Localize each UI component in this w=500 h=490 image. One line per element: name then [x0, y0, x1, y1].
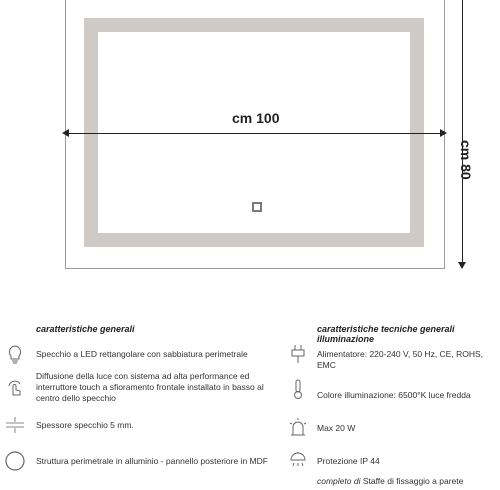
- technical-title: caratteristiche tecniche generali illuminazione: [317, 324, 455, 344]
- technical-item-4: Protezione IP 44: [317, 456, 380, 466]
- general-item-2: Diffusione della luce con sistema ad alta performance ed interruttore touch a sfioramento frontale installato in basso al centro dello specchio: [36, 371, 264, 403]
- height-dimension-line: [462, 0, 463, 268]
- general-title: caratteristiche generali: [36, 324, 135, 334]
- width-label: cm 100: [232, 110, 280, 126]
- footer-prefix: completo di: [317, 476, 361, 486]
- technical-item-2: Colore illuminazione: 6500°K luce fredda: [317, 390, 471, 400]
- plug-icon: [287, 343, 309, 365]
- general-item-1: Specchio a LED rettangolare con sabbiatura perimetrale: [36, 349, 248, 359]
- general-item-4: Struttura perimetrale in alluminio - pannello posteriore in MDF: [36, 456, 268, 466]
- led-icon: [287, 417, 309, 439]
- height-arrow-bottom: [458, 262, 466, 269]
- technical-item-1: Alimentatore: 220-240 V, 50 Hz, CE, ROHS, EMC: [317, 349, 483, 370]
- bulb-icon: [4, 343, 26, 365]
- technical-item-3: Max 20 W: [317, 423, 356, 433]
- general-item-3: Spessore specchio 5 mm.: [36, 420, 134, 430]
- thickness-icon: [4, 414, 26, 436]
- circle-frame-icon: [4, 450, 26, 472]
- shower-icon: [287, 451, 309, 473]
- technical-footer: [317, 476, 500, 487]
- width-arrow-left: [62, 129, 69, 137]
- touch-hand-icon: [4, 376, 26, 398]
- width-dimension-line: [64, 133, 445, 134]
- height-label: cm 80: [458, 140, 474, 180]
- width-arrow-right: [440, 129, 447, 137]
- touch-switch: [252, 202, 262, 212]
- footer-text: Staffe di fissaggio a parete: [362, 476, 464, 486]
- thermometer-icon: [287, 378, 309, 400]
- mirror-outline: [65, 0, 445, 269]
